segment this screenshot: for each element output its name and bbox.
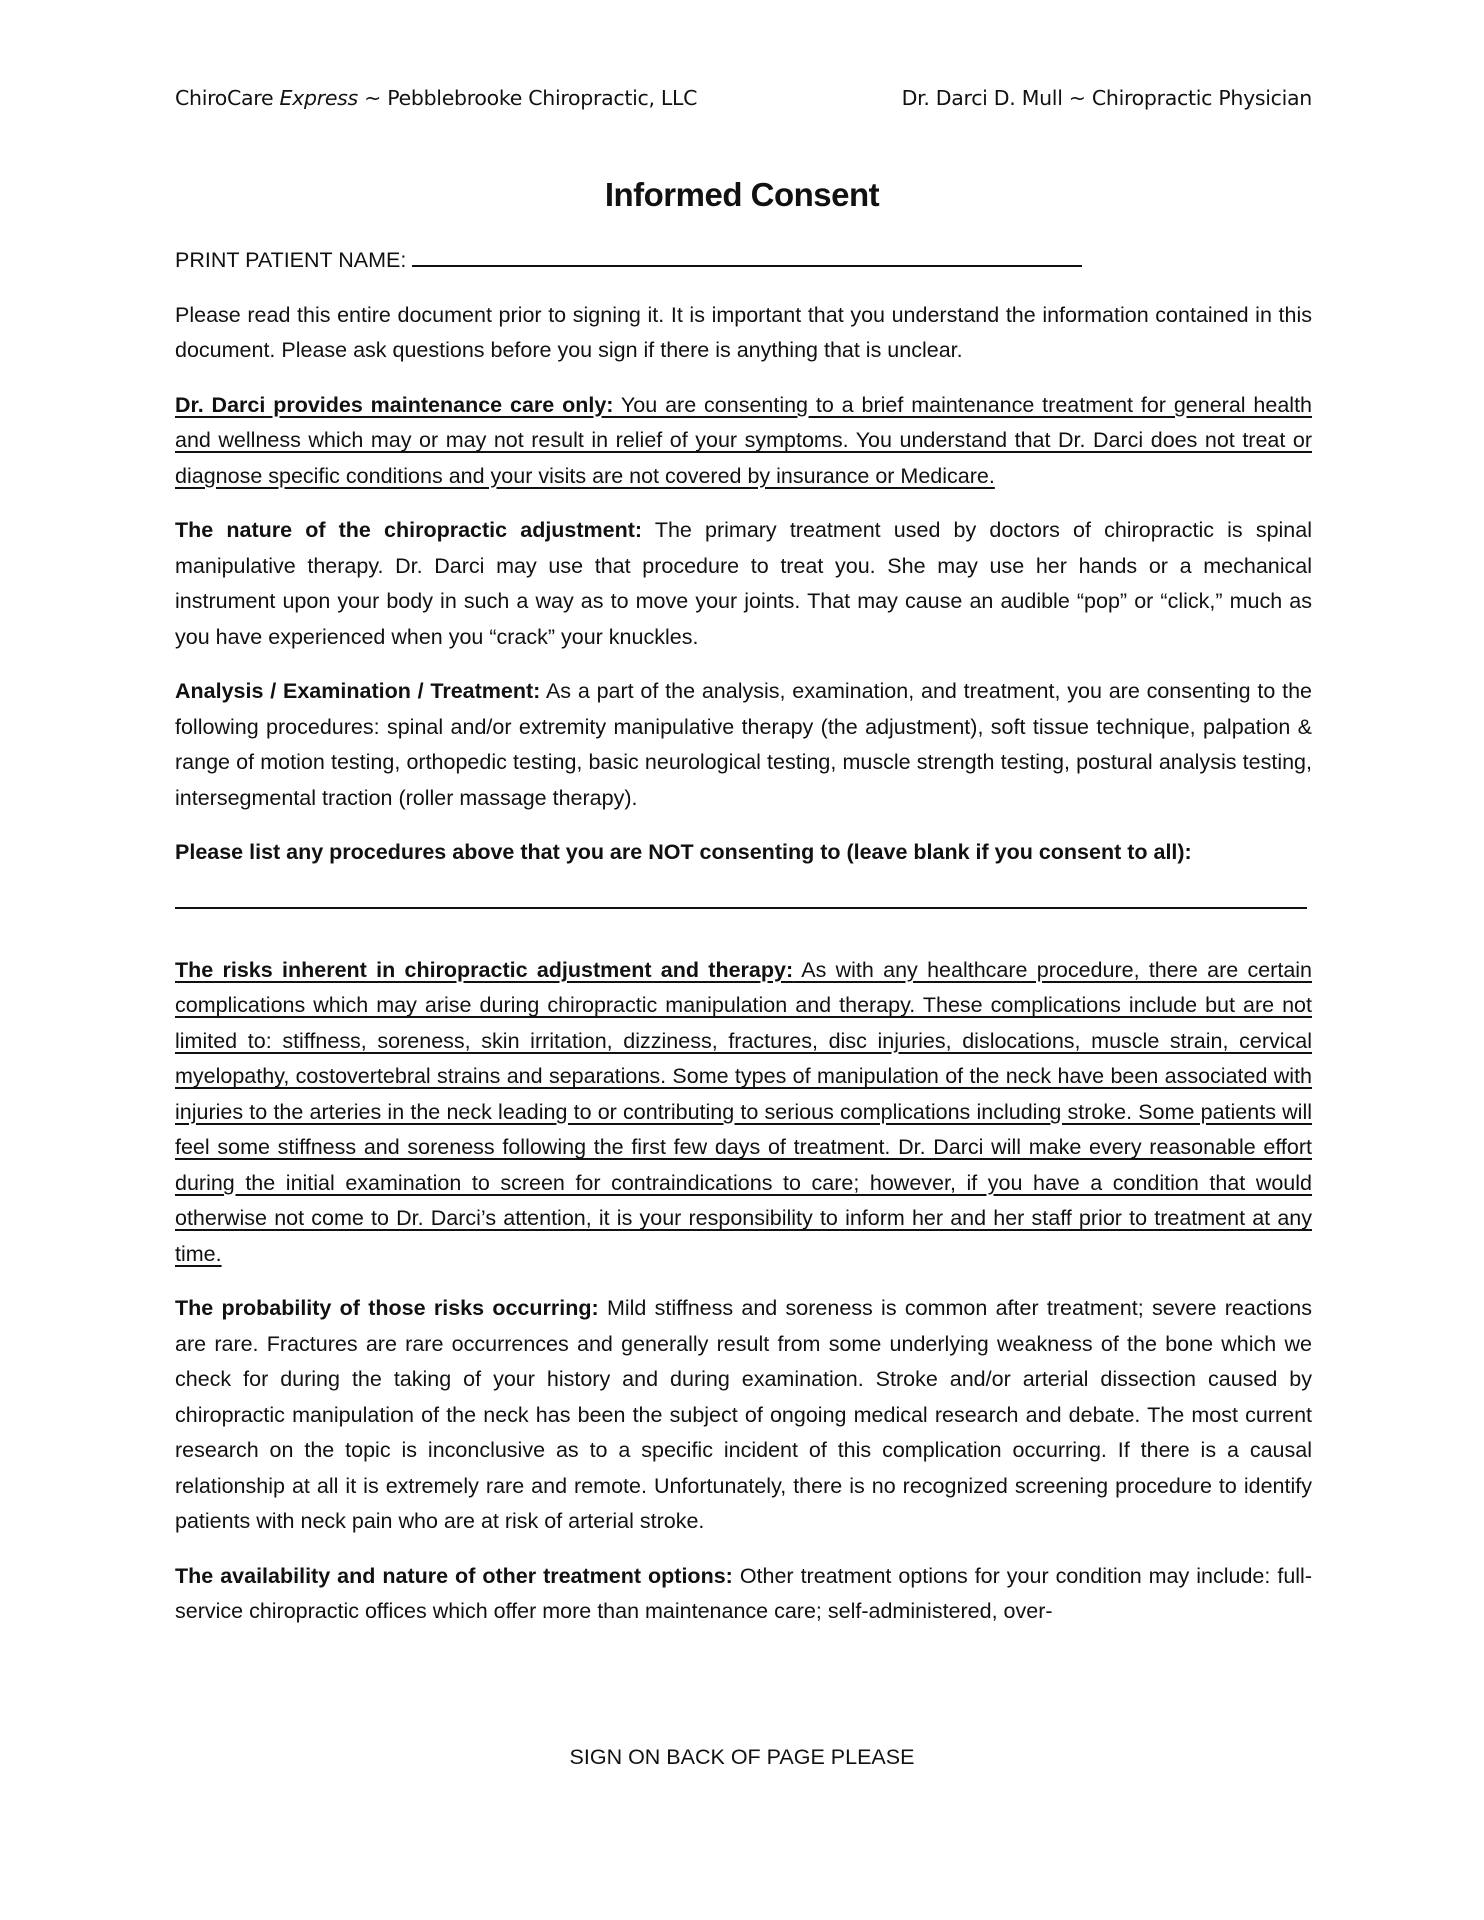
patient-name-label: PRINT PATIENT NAME:	[175, 248, 407, 272]
nature-text: The primary treatment used by doctors of chiropractic is spinal manipulative therapy. Dr. Darci may use that procedure to treat you. She may use her hands or a mechanical instrument upon your body in such a way as to move your joints. That may cause an audible “pop” or “click,” much as you have experienced when you “crack” your knuckles.	[175, 518, 1312, 649]
practice-name	[175, 86, 697, 110]
practice-name-prefix: ChiroCare	[175, 86, 280, 110]
maintenance-care-paragraph	[175, 388, 1312, 495]
document-title: Informed Consent	[604, 176, 880, 213]
practice-name-italic: Express	[279, 86, 358, 110]
probability-text: Mild stiffness and soreness is common after treatment; severe reactions are rare. Fractures are rare occurrences and generally result from some underlying weakness of the bone which we check for during the taking of your history and during examination. Stroke and/or arterial dissection caused by chiropractic manipulation of the neck has been the subject of ongoing medical research and debate. The most current research on the topic is inconclusive as to a specific incident of this complication occurring. If there is a causal relationship at all it is extremely rare and remote. Unfortunately, there is no recognized screening procedure to identify patients with neck pain who are at risk of arterial stroke.	[175, 1296, 1312, 1533]
not-consenting-prompt: Please list any procedures above that you are NOT consenting to (leave blank if you consent to all):	[175, 840, 1192, 864]
analysis-paragraph	[175, 674, 1312, 816]
probability-paragraph	[175, 1291, 1312, 1540]
intro-paragraph: Please read this entire document prior to signing it. It is important that you understand the information contained in this document. Please ask questions before you sign if there is anything that is unclear.	[175, 302, 1312, 362]
maintenance-care-heading: Dr. Darci provides maintenance care only:	[175, 392, 614, 417]
practice-name-suffix: ~ Pebblebrooke Chiropractic, LLC	[357, 86, 698, 110]
sign-on-back-notice: SIGN ON BACK OF PAGE PLEASE	[569, 1745, 915, 1769]
analysis-text: As a part of the analysis, examination, and treatment, you are consenting to the following procedures: spinal and/or extremity manipulative therapy (the adjustment), soft tissue technique, palpation & range of motion testing, orthopedic testing, basic neurological testing, muscle strength testing, postural analysis testing, intersegmental traction (roller massage therapy).	[175, 679, 1312, 810]
document-body	[175, 243, 1312, 1649]
analysis-heading: Analysis / Examination / Treatment:	[175, 679, 541, 703]
nature-heading: The nature of the chiropractic adjustment:	[175, 518, 643, 542]
nature-paragraph	[175, 513, 1312, 655]
maintenance-care-text: You are consenting to a brief maintenance treatment for general health and wellness which may or may not result in relief of your symptoms. You understand that Dr. Darci does not treat or diagnose specific conditions and your visits are not covered by insurance or Medicare.	[175, 392, 1312, 488]
alternatives-heading: The availability and nature of other treatment options:	[175, 1563, 733, 1588]
alternatives-paragraph	[175, 1559, 1312, 1630]
patient-name-row	[175, 243, 1312, 279]
alternatives-text: Other treatment options for your condition may include: full-service chiropractic offices which offer more than maintenance care; self-administered, over-	[175, 1563, 1312, 1623]
risks-heading: The risks inherent in chiropractic adjustment and therapy:	[175, 957, 794, 982]
risks-text: As with any healthcare procedure, there are certain complications which may arise during chiropractic manipulation and therapy. These complications include but are not limited to: stiffness, soreness, skin irritation, dizziness, fractures, disc injuries, dislocations, muscle strain, cervical myelopathy, costovertebral strains and separations. Some types of manipulation of the neck have been associated with injuries to the arteries in the neck leading to or contributing to serious complications including stroke. Some patients will feel some stiffness and soreness following the first few days of treatment. Dr. Darci will make every reasonable effort during the initial examination to screen for contraindications to care; however, if you have a condition that would otherwise not come to Dr. Darci’s attention, it is your responsibility to inform her and her staff prior to treatment at any time.	[175, 957, 1313, 1266]
probability-heading: The probability of those risks occurring:	[175, 1296, 599, 1320]
page-header	[175, 86, 1312, 110]
not-consenting-paragraph	[175, 835, 1312, 871]
risks-paragraph	[175, 953, 1312, 1273]
not-consenting-field[interactable]	[175, 905, 1307, 909]
physician-name: Dr. Darci D. Mull ~ Chiropractic Physician	[901, 86, 1312, 110]
patient-name-field[interactable]	[412, 243, 1082, 267]
